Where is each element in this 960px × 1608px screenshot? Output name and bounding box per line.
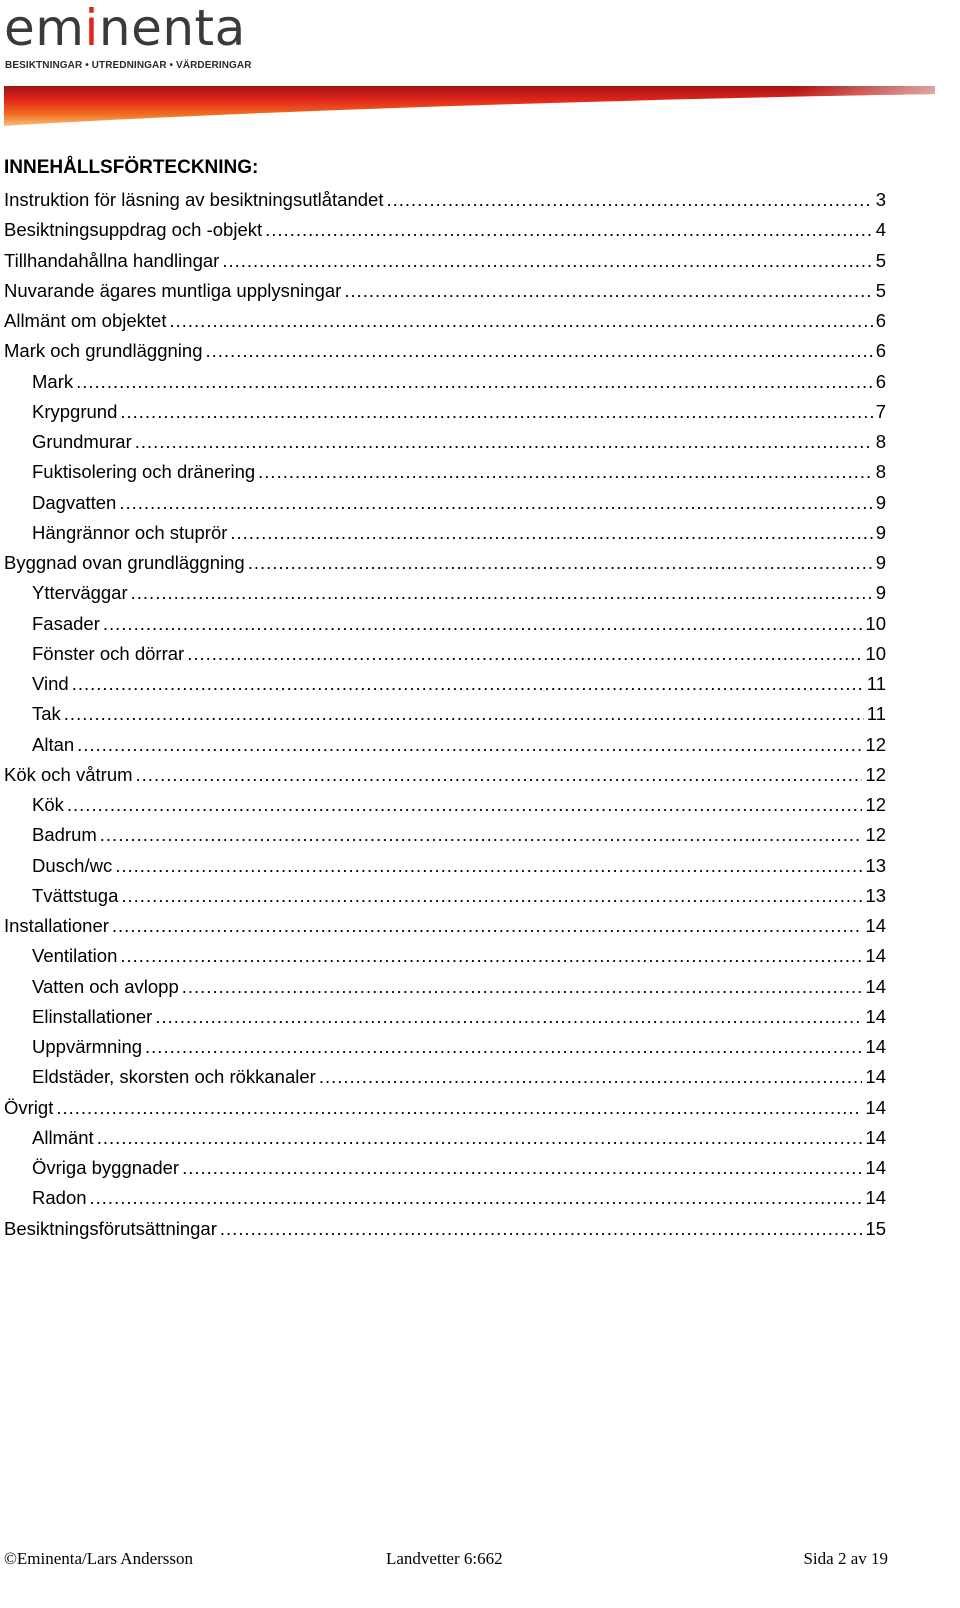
toc-entry-page: 6 (875, 370, 886, 392)
toc-entry-label: Mark (32, 370, 74, 392)
toc-dot-leader (77, 730, 862, 760)
toc-entry-label: Tvättstuga (32, 884, 119, 906)
toc-entry[interactable] (4, 639, 886, 669)
toc-entry[interactable] (4, 820, 886, 850)
toc-entry-page: 14 (865, 975, 886, 997)
toc-entry-page: 6 (875, 310, 886, 331)
toc-entry[interactable] (4, 457, 886, 487)
toc-entry[interactable] (4, 881, 886, 911)
logo-tagline: BESIKTNINGAR • UTREDNINGAR • VÄRDERINGAR (5, 60, 252, 71)
toc-entry-page: 14 (865, 1126, 886, 1148)
toc-entry-label: Altan (32, 733, 75, 755)
toc-dot-leader (206, 336, 873, 366)
toc-dot-leader (258, 457, 873, 487)
toc-entry[interactable] (4, 669, 886, 699)
toc-dot-leader (121, 881, 862, 911)
toc-dot-leader (145, 1032, 862, 1062)
toc-dot-leader (103, 609, 863, 639)
toc-entry-page: 11 (866, 703, 886, 725)
toc-entry[interactable] (4, 367, 886, 397)
toc-entry-page: 13 (865, 884, 886, 906)
toc-dot-leader (72, 669, 864, 699)
toc-dot-leader (100, 820, 863, 850)
toc-entry-page: 6 (875, 340, 886, 362)
toc-entry-page: 8 (875, 461, 886, 483)
toc-entry-label: Kök och våtrum (4, 763, 133, 785)
toc-dot-leader (56, 1093, 862, 1123)
toc-entry-page: 14 (865, 1066, 886, 1088)
toc-entry-label: Övrigt (4, 1096, 54, 1118)
toc-entry-page: 13 (865, 854, 886, 876)
toc-dot-leader (120, 941, 862, 971)
toc-entry-label: Byggnad ovan grundläggning (4, 552, 245, 573)
toc-entry-page: 8 (875, 431, 886, 452)
toc-dot-leader (230, 518, 872, 548)
toc-entry-page: 9 (875, 582, 886, 604)
toc-entry-label: Krypgrund (32, 400, 118, 422)
toc-entry[interactable] (4, 185, 886, 215)
toc-entry-label: Besiktningsförutsättningar (4, 1217, 217, 1239)
toc-dot-leader (220, 1214, 863, 1244)
toc-entry-label: Dusch/wc (32, 854, 113, 876)
logo-wordmark (4, 0, 246, 58)
toc-entry-page: 14 (865, 1005, 886, 1027)
toc-entry-page: 12 (865, 733, 886, 755)
toc-entry[interactable] (4, 397, 886, 427)
toc-dot-leader (187, 639, 862, 669)
toc-entry-label: Eldstäder, skorsten och rökkanaler (32, 1066, 316, 1088)
toc-dot-leader (344, 276, 872, 306)
toc-entry-label: Instruktion för läsning av besiktningsutlåtandet (4, 189, 384, 210)
toc-entry[interactable] (4, 276, 886, 306)
toc-entry[interactable] (4, 1183, 886, 1213)
toc-entry-label: Övriga byggnader (32, 1157, 180, 1178)
toc-entry[interactable] (4, 760, 886, 790)
toc-entry[interactable] (4, 518, 886, 548)
toc-entry[interactable] (4, 1153, 886, 1183)
toc-entry[interactable] (4, 578, 886, 608)
toc-entry[interactable] (4, 488, 886, 518)
toc-heading: INNEHÅLLSFÖRTECKNING: (4, 157, 259, 178)
toc-entry-page: 9 (875, 552, 886, 573)
toc-entry-page: 14 (865, 1036, 886, 1057)
toc-entry-label: Uppvärmning (32, 1036, 143, 1057)
toc-entry[interactable] (4, 1214, 886, 1244)
toc-entry-page: 12 (865, 763, 886, 785)
toc-dot-leader (120, 397, 872, 427)
toc-entry[interactable] (4, 1062, 886, 1092)
toc-dot-leader (319, 1062, 863, 1092)
toc-list (4, 185, 886, 1244)
toc-entry-label: Ytterväggar (32, 582, 128, 604)
toc-dot-leader (222, 246, 872, 276)
toc-entry-label: Kök (32, 794, 64, 815)
toc-entry-label: Tak (32, 703, 61, 725)
toc-entry-label: Vind (32, 673, 69, 694)
toc-entry-page: 4 (875, 219, 886, 241)
toc-entry[interactable] (4, 609, 886, 639)
toc-entry-label: Installationer (4, 915, 109, 936)
toc-entry[interactable] (4, 699, 886, 729)
toc-entry[interactable] (4, 941, 886, 971)
toc-dot-leader (119, 488, 872, 518)
toc-entry-label: Nuvarande ägares muntliga upplysningar (4, 279, 342, 301)
toc-entry-page: 14 (865, 1096, 886, 1118)
toc-entry-label: Badrum (32, 824, 97, 846)
toc-dot-leader (155, 1002, 862, 1032)
toc-dot-leader (67, 790, 863, 820)
toc-entry-page: 3 (875, 189, 886, 210)
toc-dot-leader (182, 972, 863, 1002)
toc-entry[interactable] (4, 972, 886, 1002)
toc-dot-leader (97, 1123, 863, 1153)
toc-entry[interactable] (4, 790, 886, 820)
toc-entry-page: 14 (865, 945, 886, 967)
toc-entry-page: 9 (875, 491, 886, 513)
toc-entry-page: 7 (875, 400, 886, 422)
toc-entry-label: Tillhandahållna handlingar (4, 249, 220, 271)
toc-dot-leader (112, 911, 863, 941)
page-header (0, 0, 960, 135)
header-color-band (0, 84, 940, 128)
footer-page-number: Sida 2 av 19 (803, 1549, 888, 1568)
toc-dot-leader (64, 699, 864, 729)
toc-dot-leader (265, 215, 873, 245)
toc-entry[interactable] (4, 1123, 886, 1153)
toc-entry-label: Fönster och dörrar (32, 642, 185, 664)
toc-entry-page: 15 (865, 1217, 886, 1239)
logo-wordmark-prefix: em (4, 0, 85, 57)
toc-entry[interactable] (4, 548, 886, 578)
eminenta-logo (4, 0, 252, 74)
toc-entry-label: Ventilation (32, 945, 118, 967)
toc-entry-page: 14 (865, 1157, 886, 1178)
toc-entry[interactable] (4, 851, 886, 881)
toc-dot-leader (182, 1153, 862, 1183)
toc-entry-label: Allmänt (32, 1126, 94, 1148)
logo-wordmark-suffix: nenta (98, 0, 246, 57)
toc-entry-label: Radon (32, 1187, 87, 1209)
toc-entry-label: Besiktningsuppdrag och -objekt (4, 219, 263, 241)
toc-entry[interactable] (4, 336, 886, 366)
toc-entry-page: 12 (865, 794, 886, 815)
toc-entry-label: Fasader (32, 612, 100, 634)
toc-entry-label: Dagvatten (32, 491, 117, 513)
toc-entry[interactable] (4, 1093, 886, 1123)
toc-dot-leader (386, 185, 872, 215)
toc-entry-page: 10 (865, 642, 886, 664)
toc-entry-label: Mark och grundläggning (4, 340, 203, 362)
toc-entry[interactable] (4, 1032, 886, 1062)
toc-entry-page: 14 (865, 915, 886, 936)
toc-entry-page: 9 (875, 521, 886, 543)
toc-entry-label: Hängrännor och stuprör (32, 521, 228, 543)
toc-entry[interactable] (4, 730, 886, 760)
toc-entry-label: Fuktisolering och dränering (32, 461, 256, 483)
toc-dot-leader (248, 548, 873, 578)
toc-entry-label: Grundmurar (32, 431, 132, 452)
footer-property: Landvetter 6:662 (386, 1549, 503, 1568)
toc-entry[interactable] (4, 215, 886, 245)
toc-entry[interactable] (4, 911, 886, 941)
toc-entry-page: 5 (875, 249, 886, 271)
toc-entry-page: 12 (865, 824, 886, 846)
toc-dot-leader (131, 578, 873, 608)
toc-entry-label: Elinstallationer (32, 1005, 153, 1027)
toc-entry[interactable] (4, 246, 886, 276)
toc-entry-label: Vatten och avlopp (32, 975, 179, 997)
toc-entry[interactable] (4, 427, 886, 457)
toc-entry[interactable] (4, 1002, 886, 1032)
toc-entry-page: 10 (865, 612, 886, 634)
toc-entry[interactable] (4, 306, 886, 336)
toc-entry-page: 5 (875, 279, 886, 301)
toc-dot-leader (76, 367, 873, 397)
logo-wordmark-accent: i (84, 0, 99, 57)
toc-dot-leader (169, 306, 872, 336)
footer-copyright: ©Eminenta/Lars Andersson (4, 1549, 194, 1568)
toc-dot-leader (136, 760, 863, 790)
toc-entry-label: Allmänt om objektet (4, 310, 167, 331)
toc-entry-page: 14 (865, 1187, 886, 1209)
toc-dot-leader (115, 851, 862, 881)
toc-entry-page: 11 (866, 673, 886, 694)
toc-dot-leader (135, 427, 873, 457)
toc-dot-leader (90, 1183, 863, 1213)
